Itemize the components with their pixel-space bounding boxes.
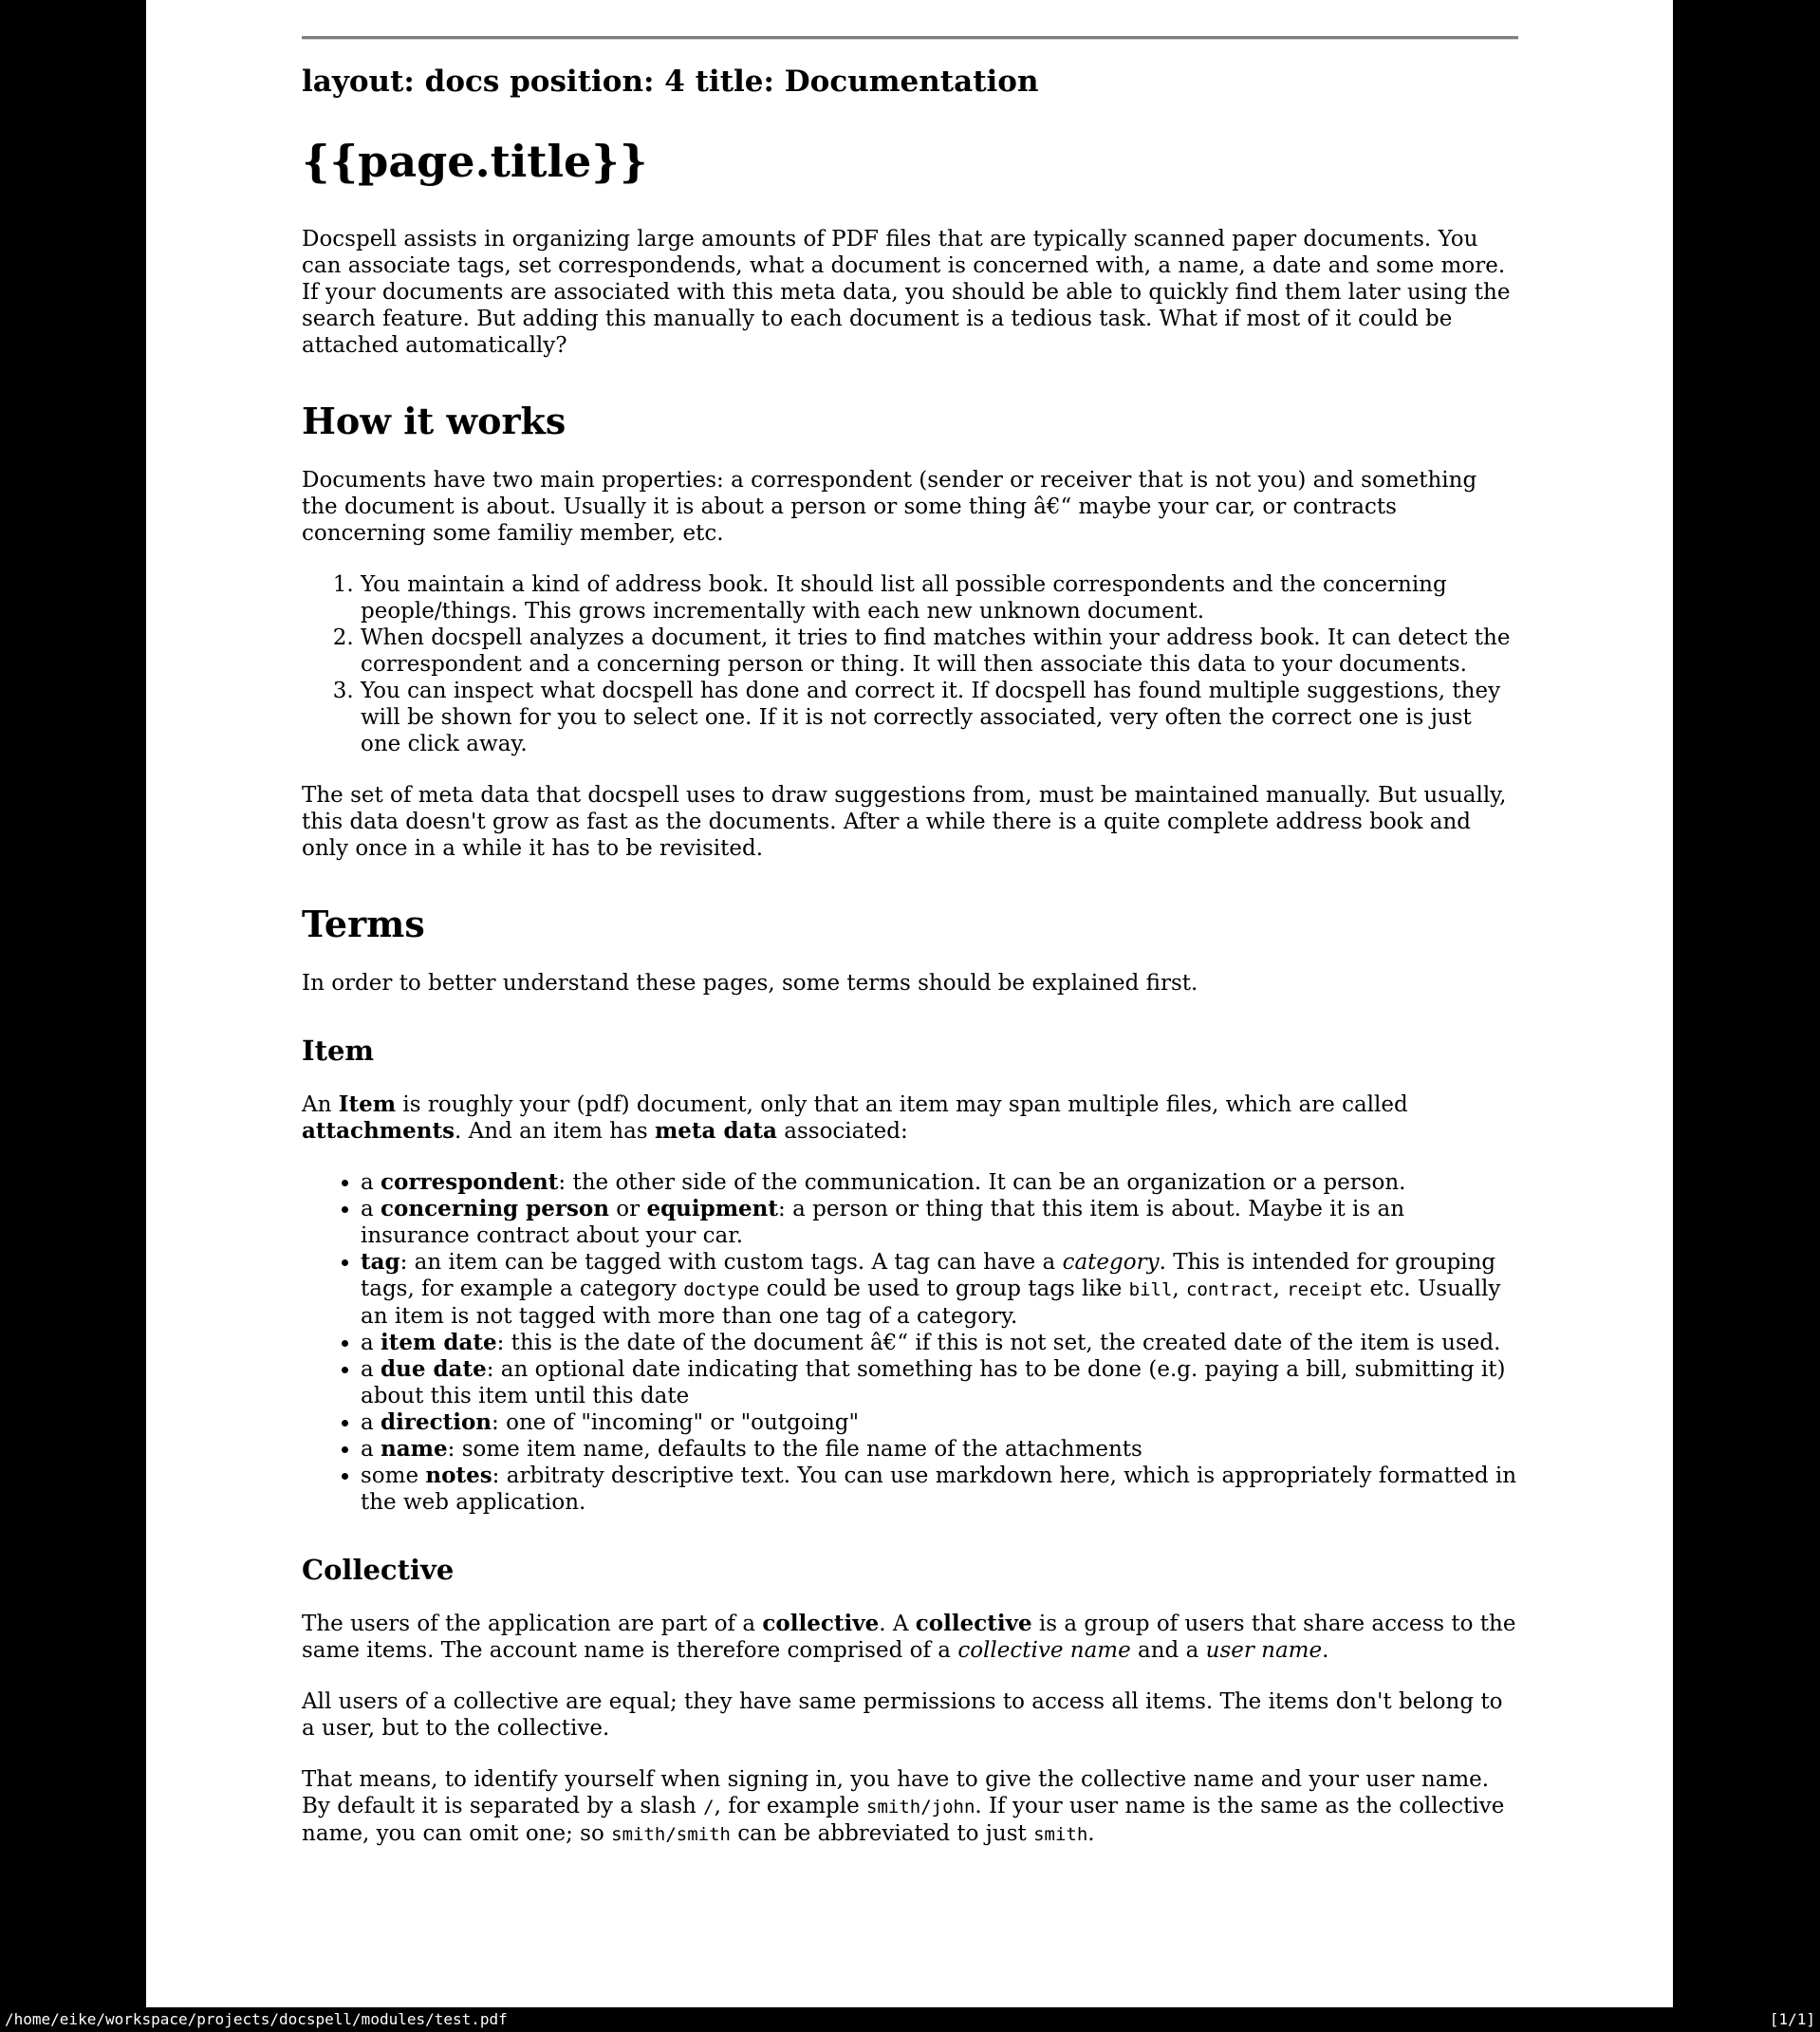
- text-segment: : a person or thing that this item is about. Maybe it is an insurance contract about your car.: [361, 1197, 1405, 1248]
- inline-code: smith/john: [866, 1797, 975, 1818]
- inline-code: bill: [1128, 1279, 1173, 1300]
- list-item: [361, 1169, 1518, 1196]
- text-segment: An: [302, 1092, 339, 1117]
- inline-code: smith: [1033, 1824, 1088, 1845]
- meta-data-paragraph: [302, 782, 1518, 862]
- text-segment: a: [361, 1331, 381, 1355]
- frontmatter-rule: [302, 36, 1518, 40]
- collective-paragraph-2: [302, 1688, 1518, 1742]
- text-segment: collective: [915, 1611, 1032, 1636]
- text-segment: is a group of users that share access to the same items. The account name is therefore comprised of a: [302, 1612, 1516, 1663]
- list-item: [361, 1330, 1518, 1356]
- text-segment: associated:: [776, 1119, 908, 1144]
- text-segment: etc. Usually an item is not tagged with more than one tag of a category.: [361, 1277, 1501, 1329]
- text-segment: direction: [381, 1409, 492, 1435]
- text-segment: : an item can be tagged with custom tags. A tag can have a: [399, 1250, 1063, 1275]
- text-segment: a: [361, 1357, 381, 1382]
- text-segment: Item: [302, 1035, 375, 1067]
- text-segment: : some item name, defaults to the file name of the attachments: [447, 1437, 1142, 1462]
- text-segment: . A: [879, 1612, 916, 1636]
- inline-code: doctype: [683, 1279, 760, 1300]
- collective-paragraph-3: [302, 1766, 1518, 1848]
- inline-code: /: [703, 1797, 715, 1818]
- text-segment: How it works: [302, 400, 566, 442]
- text-segment: a: [361, 1170, 381, 1195]
- list-item: [361, 1356, 1518, 1409]
- text-segment: meta data: [654, 1118, 777, 1144]
- text-segment: a: [361, 1437, 381, 1462]
- text-segment: collective: [762, 1611, 880, 1636]
- text-segment: a: [361, 1410, 381, 1435]
- text-segment: : this is the date of the document â€“ if this is not set, the created date of the item is used.: [496, 1331, 1501, 1355]
- list-item: [361, 1249, 1518, 1330]
- text-segment: .: [1087, 1821, 1095, 1846]
- list-item: [361, 1409, 1518, 1436]
- text-segment: notes: [425, 1463, 492, 1488]
- text-segment: attachments: [302, 1118, 455, 1144]
- text-segment: can be abbreviated to just: [730, 1821, 1034, 1846]
- text-segment: The users of the application are part of a: [302, 1612, 763, 1636]
- text-segment: That means, to identify yourself when signing in, you have to give the collective name and your user name. By default it is separated by a slash: [302, 1767, 1490, 1818]
- text-segment: The set of meta data that docspell uses to draw suggestions from, must be maintained manually. But usually, this data doesn't grow as fast as the documents. After a while there is a quite complete address book and only once in a while it has to be revisited.: [302, 783, 1507, 861]
- how-it-works-list: [302, 571, 1518, 757]
- how-it-works-heading: [302, 401, 1518, 442]
- text-segment: . And an item has: [455, 1119, 655, 1144]
- item-paragraph: [302, 1091, 1518, 1145]
- page-title-heading: [302, 137, 1518, 186]
- text-segment: correspondent: [381, 1169, 559, 1195]
- text-segment: : an optional date indicating that something has to be done (e.g. paying a bill, submitting it) about this item until this date: [361, 1357, 1506, 1408]
- text-segment: : arbitraty descriptive text. You can use markdown here, which is appropriately formatted in the web application.: [361, 1463, 1517, 1515]
- list-item: [361, 1463, 1518, 1516]
- text-segment: Docspell assists in organizing large amounts of PDF files that are typically scanned paper documents. You can associate tags, set correspondends, what a document is concerned with, a name, a date and some more. If your documents are associated with this meta data, you should be able to quickly find them later using the search feature. But adding this manually to each document is a tedious task. What if most of it could be attached automatically?: [302, 227, 1511, 358]
- inline-code: contract: [1186, 1279, 1273, 1300]
- text-segment: tag: [361, 1249, 400, 1275]
- item-meta-list: [302, 1169, 1518, 1516]
- statusbar-page-indicator: [1/1]: [1769, 2010, 1815, 2028]
- text-segment: When docspell analyzes a document, it tries to find matches within your address book. It can detect the correspondent and a concerning person or thing. It will then associate this data to your documents.: [361, 625, 1511, 677]
- text-segment: {{page.title}}: [302, 136, 648, 187]
- text-segment: Documents have two main properties: a correspondent (sender or receiver that is not you) and something the document is about. Usually it is about a person or some thing â€“ maybe your car, or contracts concerning some familiy member, etc.: [302, 468, 1477, 546]
- viewer-statusbar: [0, 2007, 1820, 2032]
- text-segment: some: [361, 1463, 426, 1488]
- text-segment: : one of "incoming" or "outgoing": [492, 1410, 860, 1435]
- text-segment: or: [608, 1197, 647, 1221]
- text-segment: In order to better understand these pages, some terms should be explained first.: [302, 971, 1198, 996]
- text-segment: . If your user name is the same as the collective name, you can omit one; so: [302, 1794, 1505, 1846]
- text-segment: item date: [381, 1330, 497, 1355]
- how-it-works-paragraph: [302, 467, 1518, 547]
- list-item: [361, 571, 1518, 625]
- item-heading: [302, 1035, 1518, 1067]
- document-page[interactable]: [146, 0, 1673, 2007]
- text-segment: a: [361, 1197, 381, 1221]
- text-segment: concerning person: [381, 1196, 609, 1221]
- text-segment: is roughly your (pdf) document, only that an item may span multiple files, which are called: [396, 1092, 1408, 1117]
- terms-heading: [302, 904, 1518, 945]
- text-segment: category: [1062, 1250, 1160, 1275]
- list-item: [361, 625, 1518, 678]
- text-segment: layout: docs position: 4 title: Documentation: [302, 65, 1039, 99]
- text-segment: Terms: [302, 903, 425, 945]
- terms-intro-paragraph: [302, 970, 1518, 997]
- text-segment: could be used to group tags like: [759, 1277, 1129, 1301]
- intro-paragraph: [302, 226, 1518, 359]
- list-item: [361, 1436, 1518, 1463]
- text-segment: user name: [1205, 1638, 1323, 1663]
- text-segment: .: [1322, 1638, 1329, 1663]
- text-segment: : the other side of the communication. It can be an organization or a person.: [558, 1170, 1406, 1195]
- text-segment: , for example: [714, 1794, 867, 1818]
- inline-code: smith/smith: [611, 1824, 731, 1845]
- text-segment: and a: [1130, 1638, 1206, 1663]
- list-item: [361, 678, 1518, 757]
- collective-paragraph-1: [302, 1611, 1518, 1664]
- text-segment: You maintain a kind of address book. It should list all possible correspondents and the concerning people/things. This grows incrementally with each new unknown document.: [361, 572, 1447, 624]
- frontmatter-text: [302, 65, 1518, 99]
- text-segment: All users of a collective are equal; they have same permissions to access all items. The items don't belong to a user, but to the collective.: [302, 1689, 1503, 1741]
- text-segment: . This is intended for grouping tags, for example a category: [361, 1250, 1496, 1301]
- text-segment: Item: [338, 1091, 397, 1117]
- collective-heading: [302, 1554, 1518, 1586]
- text-segment: equipment: [646, 1196, 779, 1221]
- statusbar-file-path: /home/eike/workspace/projects/docspell/modules/test.pdf: [5, 2010, 508, 2028]
- text-segment: collective name: [957, 1638, 1131, 1663]
- text-segment: You can inspect what docspell has done and correct it. If docspell has found multiple suggestions, they will be shown for you to select one. If it is not correctly associated, very often the correct one is just one click away.: [361, 679, 1501, 756]
- list-item: [361, 1196, 1518, 1249]
- text-segment: due date: [381, 1356, 487, 1382]
- text-segment: name: [381, 1436, 448, 1462]
- text-segment: Collective: [302, 1554, 455, 1586]
- inline-code: receipt: [1287, 1279, 1364, 1300]
- text-segment: ,: [1172, 1277, 1187, 1301]
- text-segment: ,: [1272, 1277, 1288, 1301]
